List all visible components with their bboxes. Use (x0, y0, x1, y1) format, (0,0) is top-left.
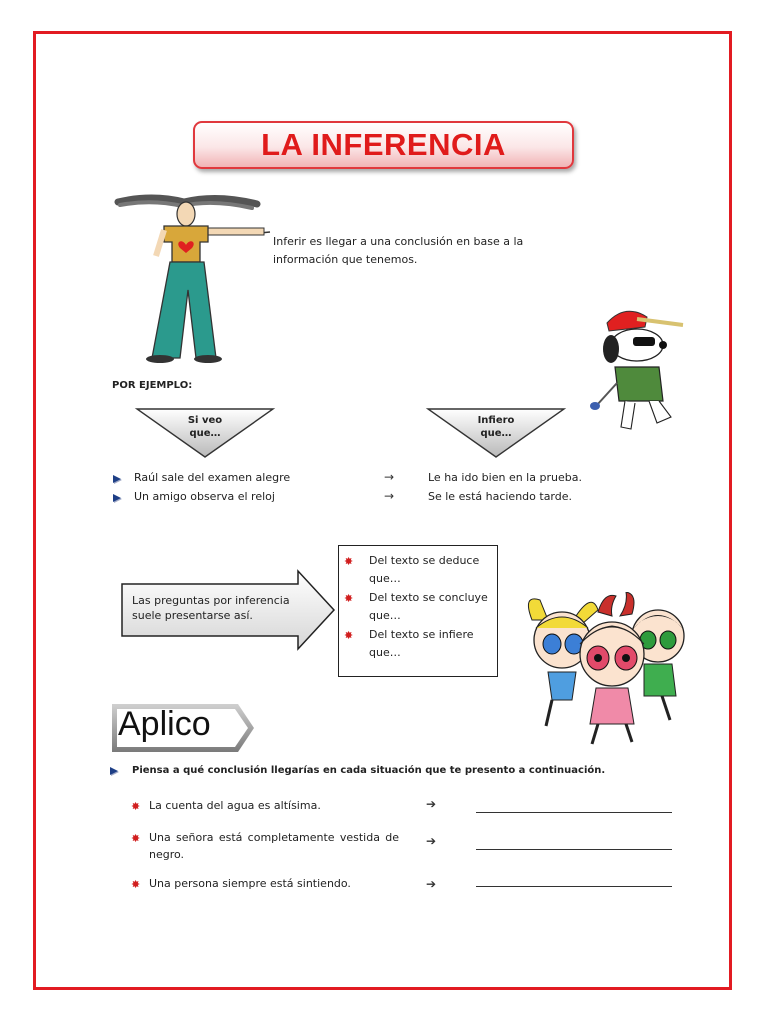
answer-line-2[interactable] (476, 849, 672, 850)
star-bullet-icon: ✸ (344, 592, 354, 605)
arrow-icon: → (384, 489, 395, 503)
bullet-icon (113, 475, 121, 483)
star-bullet-icon: ✸ (131, 800, 141, 813)
arrow-text-1: Las preguntas por inferencia (132, 594, 290, 607)
snoopy-illustration (585, 305, 690, 435)
example-conclusion-1: Le ha ido bien en la prueba. (428, 471, 582, 484)
star-bullet-icon: ✸ (131, 878, 141, 891)
star-bullet-icon: ✸ (131, 832, 141, 845)
triangle-right-label-2: que… (480, 428, 512, 439)
title-banner (193, 121, 574, 169)
triangle-left-label-1: Si veo (187, 415, 223, 426)
example-premise-2: Un amigo observa el reloj (134, 490, 275, 503)
answer-line-1[interactable] (476, 812, 672, 813)
example-premise-1: Raúl sale del examen alegre (134, 471, 291, 484)
answer-line-3[interactable] (476, 886, 672, 887)
exercise-2-line-1: Una señora está completamente vestida de (149, 831, 399, 844)
boy-illustration (112, 190, 277, 365)
page-title: LA INFERENCIA (261, 127, 506, 162)
triangle-right-label-1: Infiero (477, 415, 515, 426)
question-form-1-line-1: Del texto se deduce (369, 554, 480, 567)
exercise-1-text: La cuenta del agua es altísima. (149, 799, 321, 812)
question-form-2-line-2: que… (369, 609, 401, 622)
question-form-1-line-2: que… (369, 572, 401, 585)
bullet-icon (110, 767, 118, 775)
instruction-text: Piensa a qué conclusión llegarías en cada situación que te presento a continuación. (132, 765, 606, 776)
example-conclusion-2: Se le está haciendo tarde. (428, 490, 573, 503)
arrow-right-icon: ➔ (426, 877, 437, 891)
arrow-right-icon: ➔ (426, 797, 437, 811)
star-bullet-icon: ✸ (344, 555, 354, 568)
definition-line-2: información que tenemos. (273, 253, 418, 266)
aplico-label: Aplico (118, 705, 211, 743)
exercise-2-line-2: negro. (149, 848, 185, 861)
exercise-3-text: Una persona siempre está sintiendo. (149, 877, 351, 890)
question-form-3-line-1: Del texto se infiere (369, 628, 474, 641)
question-form-2-line-1: Del texto se concluye (369, 591, 488, 604)
bullet-icon (113, 494, 121, 502)
powerpuff-girls-illustration (512, 592, 704, 752)
arrow-icon: → (384, 470, 395, 484)
arrow-right-icon: ➔ (426, 834, 437, 848)
example-heading: POR EJEMPLO: (112, 380, 193, 391)
definition-line-1: Inferir es llegar a una conclusión en base a la (273, 235, 524, 248)
triangle-left-label-2: que… (189, 428, 221, 439)
arrow-text-2: suele presentarse así. (132, 609, 253, 622)
question-form-3-line-2: que… (369, 646, 401, 659)
star-bullet-icon: ✸ (344, 629, 354, 642)
